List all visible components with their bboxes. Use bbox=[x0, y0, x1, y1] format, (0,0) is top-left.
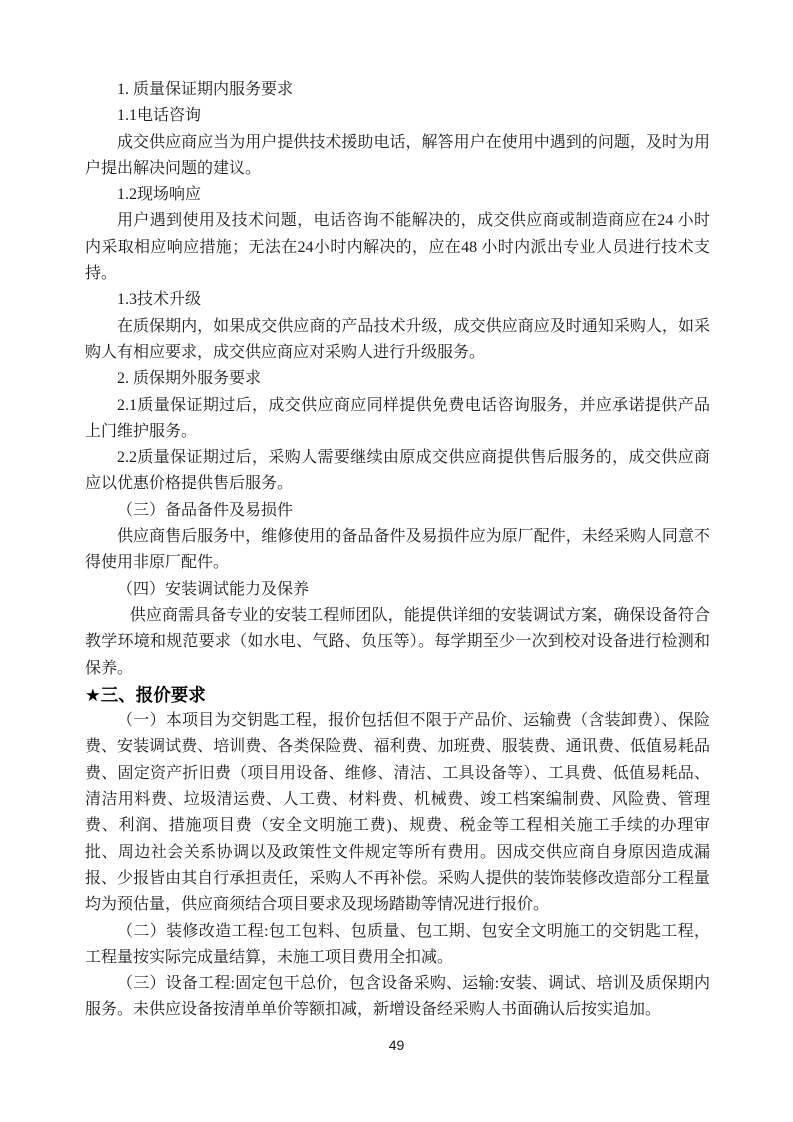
page-number: 49 bbox=[388, 1037, 405, 1053]
paragraph-pricing-item-2: （二）装修改造工程:包工包料、包质量、包工期、包安全文明施工的交钥匙工程，工程量按实际完成量结算，未施工项目费用全扣减。 bbox=[85, 922, 710, 966]
heading-onsite-response: 1.2现场响应 bbox=[117, 186, 202, 204]
heading-installation-maintenance: （四）安装调试能力及保养 bbox=[117, 580, 310, 598]
heading-phone-consult: 1.1电话咨询 bbox=[117, 107, 202, 125]
section-heading-pricing-requirements: ★三、报价要求 bbox=[85, 684, 206, 705]
paragraph: 供应商需具备专业的安装工程师团队，能提供详细的安装调试方案，确保设备符合教学环境和规范要求（如水电、气路、负压等）。每学期至少一次到校对设备进行检测和保养。 bbox=[85, 606, 710, 677]
paragraph-pricing-item-1: （一）本项目为交钥匙工程，报价包括但不限于产品价、运输费（含装卸费）、保险费、安装调试费、培训费、各类保险费、福利费、加班费、服装费、通讯费、低值易耗品费、固定资产折旧费（项目用设备、维修、清洁、工具设备等）、工具费、低值易耗品、清洁用料费、垃圾清运费、人工费、材料费、机械费、竣工档案编制费、风险费、管理费、利润、措施项目费（安全文明施工费)、规费、税金等工程相关施工手续的办理审批、周边社会关系协调以及政策性文件规定等所有费用。因成交供应商自身原因造成漏报、少报皆由其自行承担责任，采购人不再补偿。采购人提供的装饰装修改造部分工程量均为预估量，供应商须结合项目要求及现场踏勘等情况进行报价。 bbox=[85, 712, 710, 914]
paragraph: 在质保期内，如果成交供应商的产品技术升级，成交供应商应及时通知采购人，如采购人有相应要求，成交供应商应对采购人进行升级服务。 bbox=[85, 317, 710, 361]
document-body bbox=[85, 77, 710, 1024]
heading-tech-upgrade: 1.3技术升级 bbox=[117, 291, 202, 309]
paragraph: 用户遇到使用及技术问题，电话咨询不能解决的，成交供应商或制造商应在24 小时内采取相应响应措施；无法在24小时内解决的，应在48 小时内派出专业人员进行技术支持。 bbox=[85, 212, 710, 283]
heading-warranty-service: 1. 质量保证期内服务要求 bbox=[117, 81, 294, 98]
heading-out-of-warranty-service: 2. 质保期外服务要求 bbox=[117, 370, 262, 388]
paragraph: 2.1质量保证期过后，成交供应商应同样提供免费电话咨询服务，并应承诺提供产品上门维护服务。 bbox=[85, 396, 710, 440]
paragraph: 成交供应商应当为用户提供技术援助电话，解答用户在使用中遇到的问题，及时为用户提出解决问题的建议。 bbox=[85, 133, 710, 177]
paragraph: 供应商售后服务中，维修使用的备品备件及易损件应为原厂配件，未经采购人同意不得使用非原厂配件。 bbox=[85, 528, 710, 572]
paragraph-pricing-item-3: （三）设备工程:固定包干总价，包含设备采购、运输:安装、调试、培训及质保期内服务。未供应设备按清单单价等额扣减，新增设备经采购人书面确认后按实追加。 bbox=[85, 975, 710, 1019]
heading-spare-parts: （三）备品备件及易损件 bbox=[117, 501, 294, 519]
paragraph: 2.2质量保证期过后，采购人需要继续由原成交供应商提供售后服务的，成交供应商应以优惠价格提供售后服务。 bbox=[85, 449, 710, 493]
